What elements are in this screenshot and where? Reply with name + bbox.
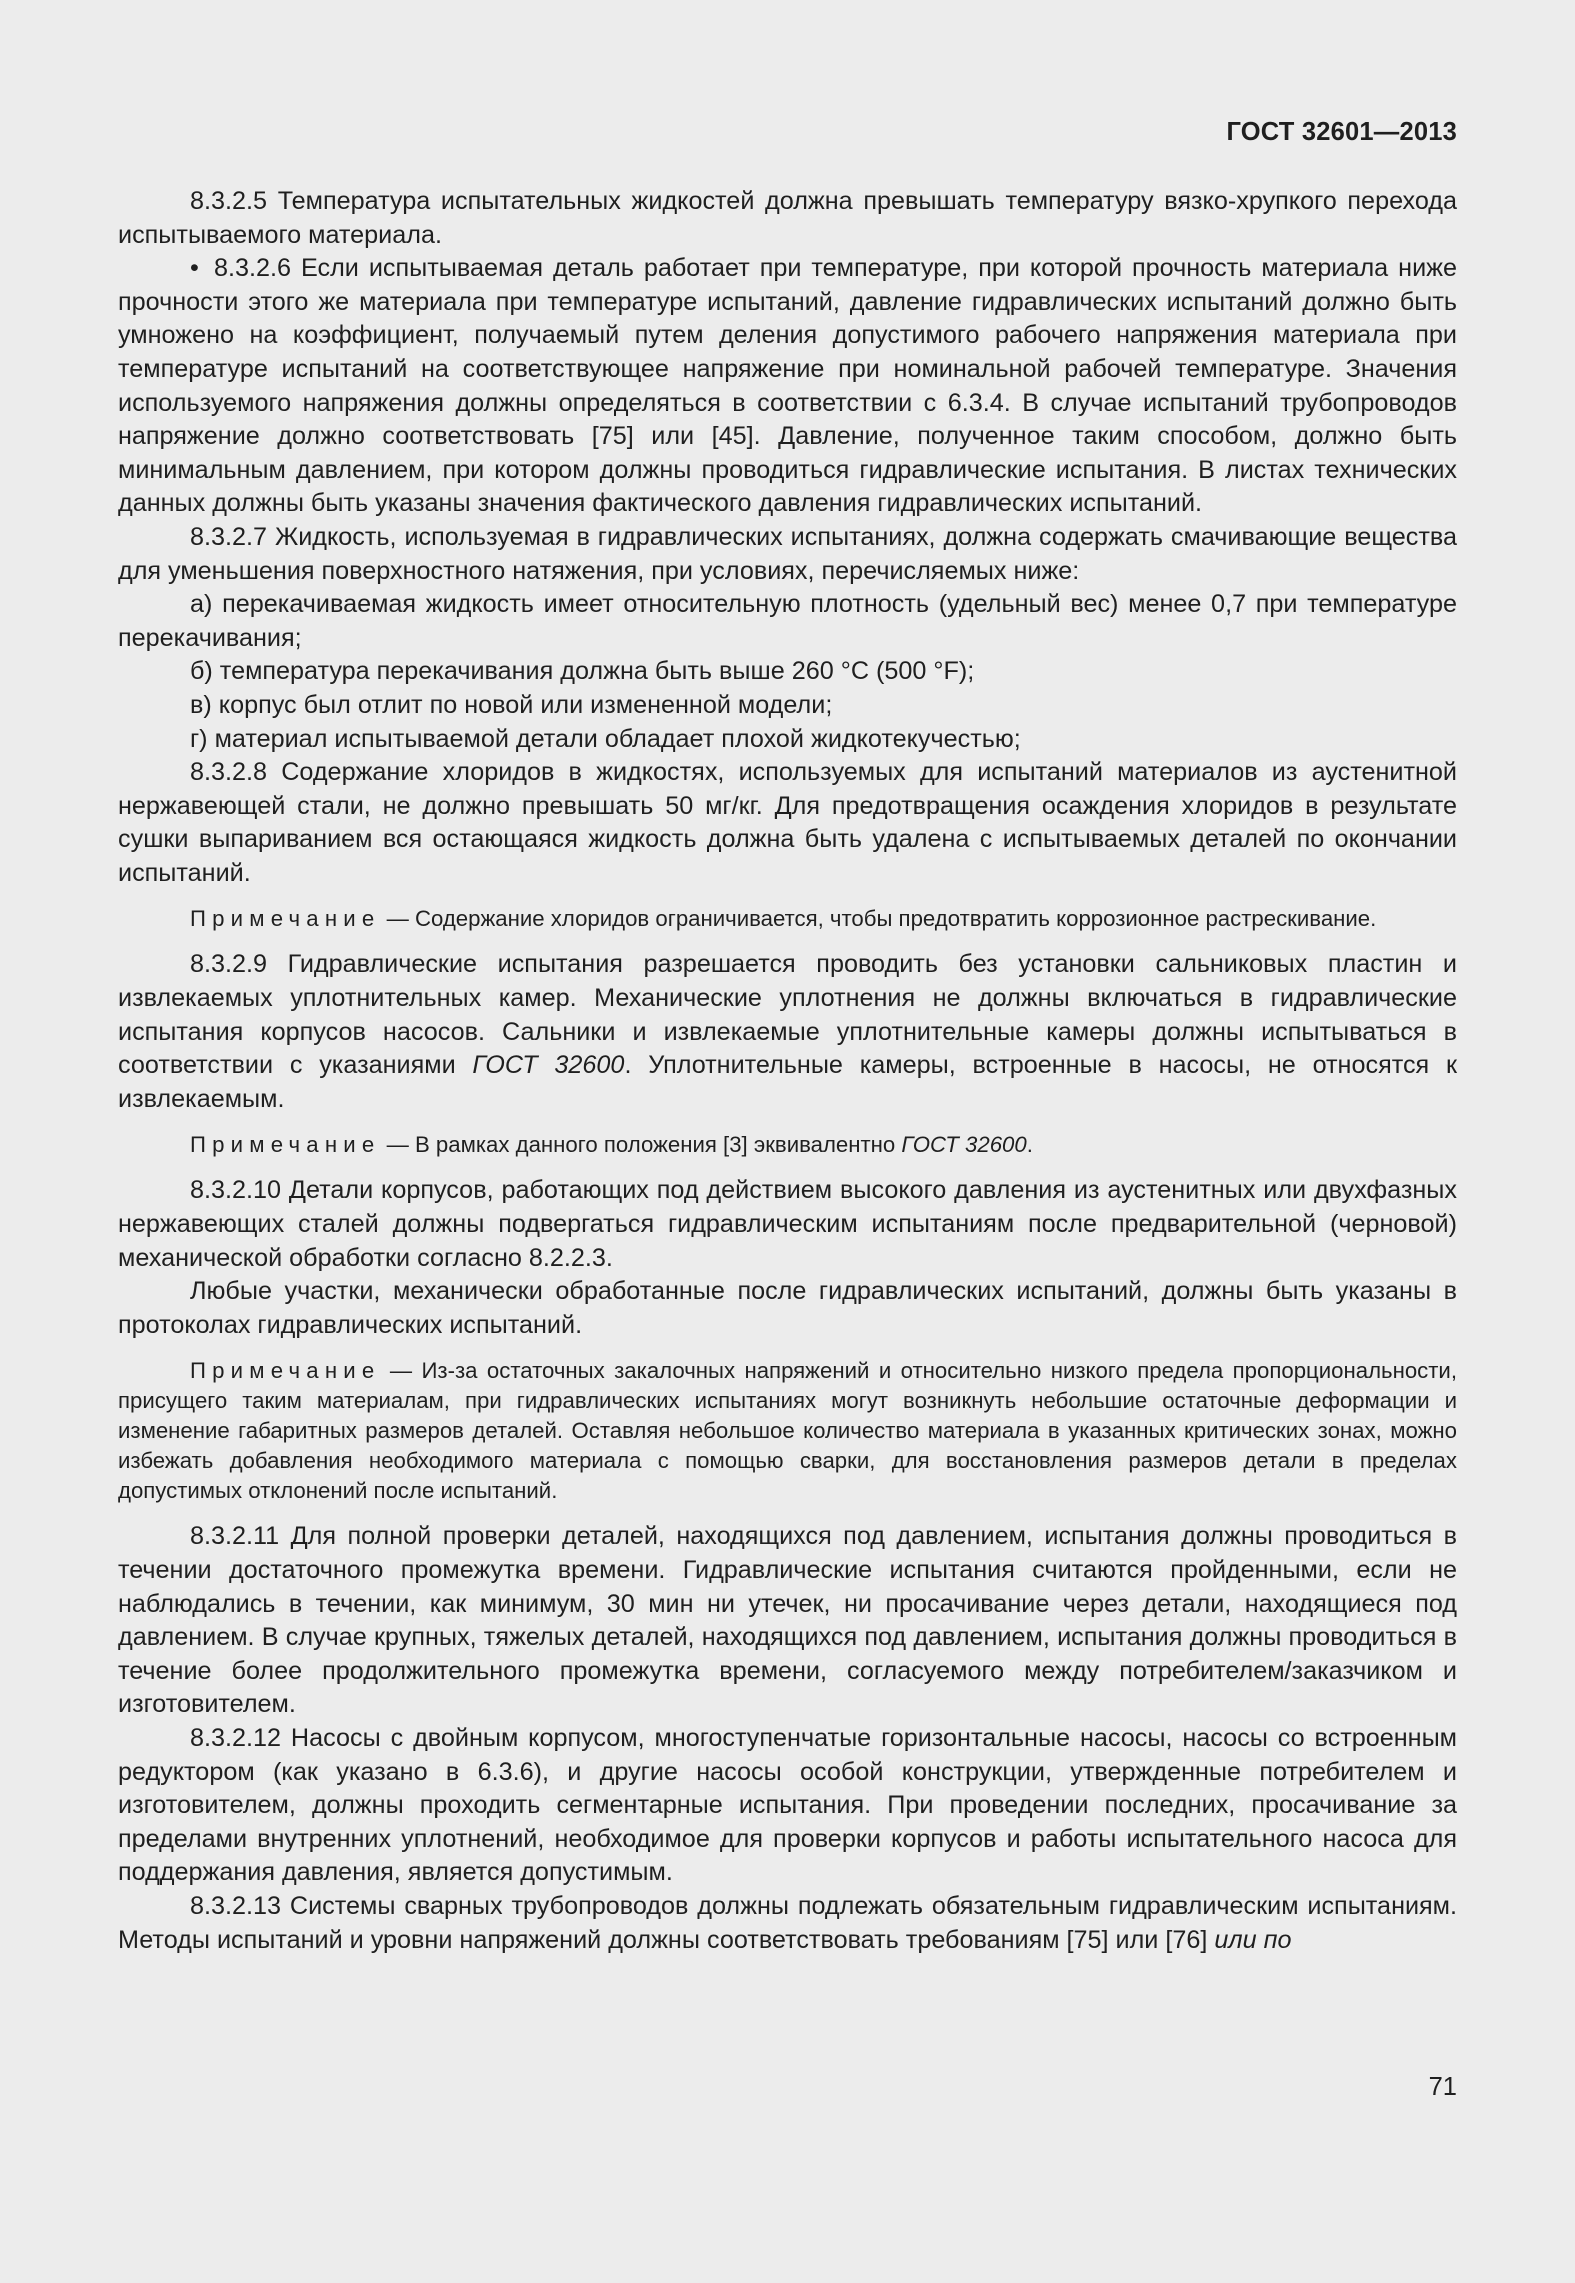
paragraph-8-3-2-6 xyxy=(118,252,1457,521)
note-equivalence xyxy=(118,1130,1457,1160)
paragraph-8-3-2-13-italic: или по xyxy=(1214,1925,1292,1954)
note-label: Примечание xyxy=(190,906,381,932)
paragraph-8-3-2-6-text: 8.3.2.6 Если испытываемая деталь работает при температуре, при которой прочность материала ниже прочности этого же материала при температуре испытаний, давление гидравлических испытаний должно быть умножено на коэффициент, получаемый путем деления допустимого рабочего напряжения материала при температуре испытаний на соответствующее напряжение при номинальной рабочей температуре. Значения используемого напряжения должны определяться в соответствии с 6.3.4. В случае испытаний трубопроводов напряжение должно соответствовать [75] или [45]. Давление, полученное таким способом, должно быть минимальным давлением, при котором должны проводиться гидравлические испытания. В листах технических данных должны быть указаны значения фактического давления гидравлических испытаний. xyxy=(118,254,1457,518)
note-label: Примечание xyxy=(190,1132,381,1158)
paragraph-8-3-2-9-text-1: 8.3.2.9 Гидравлические испытания разрешается проводить без установки сальниковых пластин и извлекаемых уплотнительных камер. Механические уплотнения не должны включаться в гидравлические испытания корпусов насосов. Сальники и извлекаемые уплотнительные камеры должны испытываться в соответствии с указаниями xyxy=(118,950,1457,1080)
paragraph-8-3-2-13-text: 8.3.2.13 Системы сварных трубопроводов должны подлежать обязательным гидравлическим испытаниям. Методы испытаний и уровни напряжений должны соответствовать требованиям [75] или [76] xyxy=(118,1891,1457,1954)
paragraph-8-3-2-8: 8.3.2.8 Содержание хлоридов в жидкостях, используемых для испытаний материалов из аустенитной нержавеющей стали, не должно превышать 50 мг/кг. Для предотвращения осаждения хлоридов в результате сушки выпариванием вся остающаяся жидкость должна быть удалена с испытываемых деталей по окончании испытаний. xyxy=(118,758,1457,887)
list-item-a: а) перекачиваемая жидкость имеет относительную плотность (удельный вес) менее 0,7 при температуре перекачивания; xyxy=(118,590,1457,652)
page-number: 71 xyxy=(1428,2073,1457,2101)
paragraph-any-areas: Любые участки, механически обработанные после гидравлических испытаний, должны быть указаны в протоколах гидравлических испытаний. xyxy=(118,1277,1457,1339)
list-item-d: г) материал испытываемой детали обладает плохой жидкотекучестью; xyxy=(190,724,1021,753)
note-text: — В рамках данного положения [3] эквивалентно xyxy=(380,1132,902,1158)
note-chlorides xyxy=(118,904,1457,934)
note-end: . xyxy=(1026,1132,1033,1158)
note-text: — Из-за остаточных закалочных напряжений и относительно низкого предела пропорциональности, присущего таким материалам, при гидравлических испытаниях могут возникнуть небольшие остаточные деформации и изменение габаритных размеров деталей. Оставляя небольшое количество материала в указанных критических зонах, можно избежать добавления необходимого материала с помощью сварки, для восстановления размеров детали в пределах допустимых отклонений после испытаний. xyxy=(118,1358,1457,1504)
list-item-c: в) корпус был отлит по новой или измененной модели; xyxy=(190,690,833,719)
note-residual-stresses xyxy=(118,1356,1457,1506)
note-label: Примечание xyxy=(190,1358,381,1384)
document-body xyxy=(118,185,1457,1957)
paragraph-8-3-2-11: 8.3.2.11 Для полной проверки деталей, находящихся под давлением, испытания должны проводиться в течении достаточного промежутка времени. Гидравлические испытания считаются пройденными, если не наблюдались в течении, как минимум, 30 мин ни утечек, ни просачивание через детали, находящиеся под давлением. В случае крупных, тяжелых деталей, находящихся под давлением, испытания должны проводиться в течение более продолжительного промежутка времени, согласуемого между потребителем/заказчиком и изготовителем. xyxy=(118,1522,1457,1719)
gost-reference: ГОСТ 32600 xyxy=(472,1051,625,1080)
note-text: — Содержание хлоридов ограничивается, чтобы предотвратить коррозионное растрескивание. xyxy=(380,906,1377,932)
paragraph-8-3-2-7: 8.3.2.7 Жидкость, используемая в гидравлических испытаниях, должна содержать смачивающие вещества для уменьшения поверхностного натяжения, при условиях, перечисляемых ниже: xyxy=(118,522,1457,585)
paragraph-8-3-2-9-text-2: . Уплотнительные камеры, встроенные в насосы, не относятся к извлекаемым. xyxy=(118,1051,1457,1113)
bullet-mark: • xyxy=(190,254,199,283)
paragraph-8-3-2-12: 8.3.2.12 Насосы с двойным корпусом, многоступенчатые горизонтальные насосы, насосы со встроенным редуктором (как указано в 6.3.6), и другие насосы особой конструкции, утвержденные потребителем и изготовителем, должны проходить сегментарные испытания. При проведении последних, просачивание за пределами внутренних уплотнений, необходимое для проверки корпусов и работы испытательного насоса для поддержания давления, является допустимым. xyxy=(118,1723,1457,1887)
paragraph-8-3-2-9 xyxy=(118,948,1457,1116)
document-header: ГОСТ 32601—2013 xyxy=(1226,118,1457,146)
paragraph-8-3-2-13 xyxy=(118,1890,1457,1957)
gost-reference: ГОСТ 32600 xyxy=(901,1132,1027,1158)
list-item-b: б) температура перекачивания должна быть выше 260 °С (500 °F); xyxy=(190,657,975,686)
paragraph-8-3-2-5: 8.3.2.5 Температура испытательных жидкостей должна превышать температуру вязко-хрупкого перехода испытываемого материала. xyxy=(118,187,1457,249)
paragraph-8-3-2-10: 8.3.2.10 Детали корпусов, работающих под действием высокого давления из аустенитных или двухфазных нержавеющих сталей должны подвергаться гидравлическим испытаниям после предварительной (черновой) механической обработки согласно 8.2.2.3. xyxy=(118,1176,1457,1272)
